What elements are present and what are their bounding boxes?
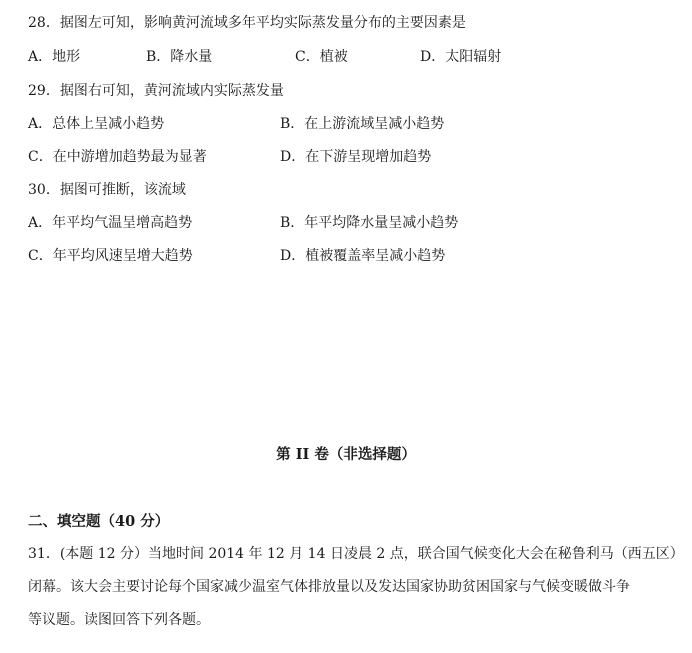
question-30-stem: 30．据图可推断，该流域: [28, 182, 186, 198]
section-title: 第 II 卷（非选择题）: [276, 446, 416, 463]
question-31-line-3: 等议题。读图回答下列各题。: [28, 612, 210, 628]
q28-option-b: B．降水量: [146, 49, 213, 65]
question-31-line-1: 31．(本题 12 分）当地时间 2014 年 12 月 14 日凌晨 2 点，联合国气候变化大会在秘鲁利马（西五区）: [28, 546, 684, 562]
q29-option-d: D．在下游呈现增加趋势: [280, 149, 432, 165]
q30-option-a: A．年平均气温呈增高趋势: [28, 215, 193, 231]
q30-option-c: C．年平均风速呈增大趋势: [28, 248, 193, 264]
question-29-stem: 29．据图右可知，黄河流域内实际蒸发量: [28, 83, 284, 99]
question-31-line-2: 闭幕。该大会主要讨论每个国家减少温室气体排放量以及发达国家协助贫困国家与气候变暖做斗争: [28, 579, 630, 595]
q30-option-b: B．年平均降水量呈减小趋势: [280, 215, 459, 231]
q28-option-d: D．太阳辐射: [420, 49, 502, 65]
question-28-stem: 28．据图左可知，影响黄河流域多年平均实际蒸发量分布的主要因素是: [28, 15, 466, 31]
q28-option-c: C．植被: [295, 49, 348, 65]
q30-option-d: D．植被覆盖率呈减小趋势: [280, 248, 446, 264]
q28-option-a: A．地形: [28, 49, 81, 65]
part-heading: 二、填空题（40 分）: [28, 513, 170, 530]
q29-option-a: A．总体上呈减小趋势: [28, 116, 165, 132]
q29-option-b: B．在上游流域呈减小趋势: [280, 116, 445, 132]
q29-option-c: C．在中游增加趋势最为显著: [28, 149, 207, 165]
